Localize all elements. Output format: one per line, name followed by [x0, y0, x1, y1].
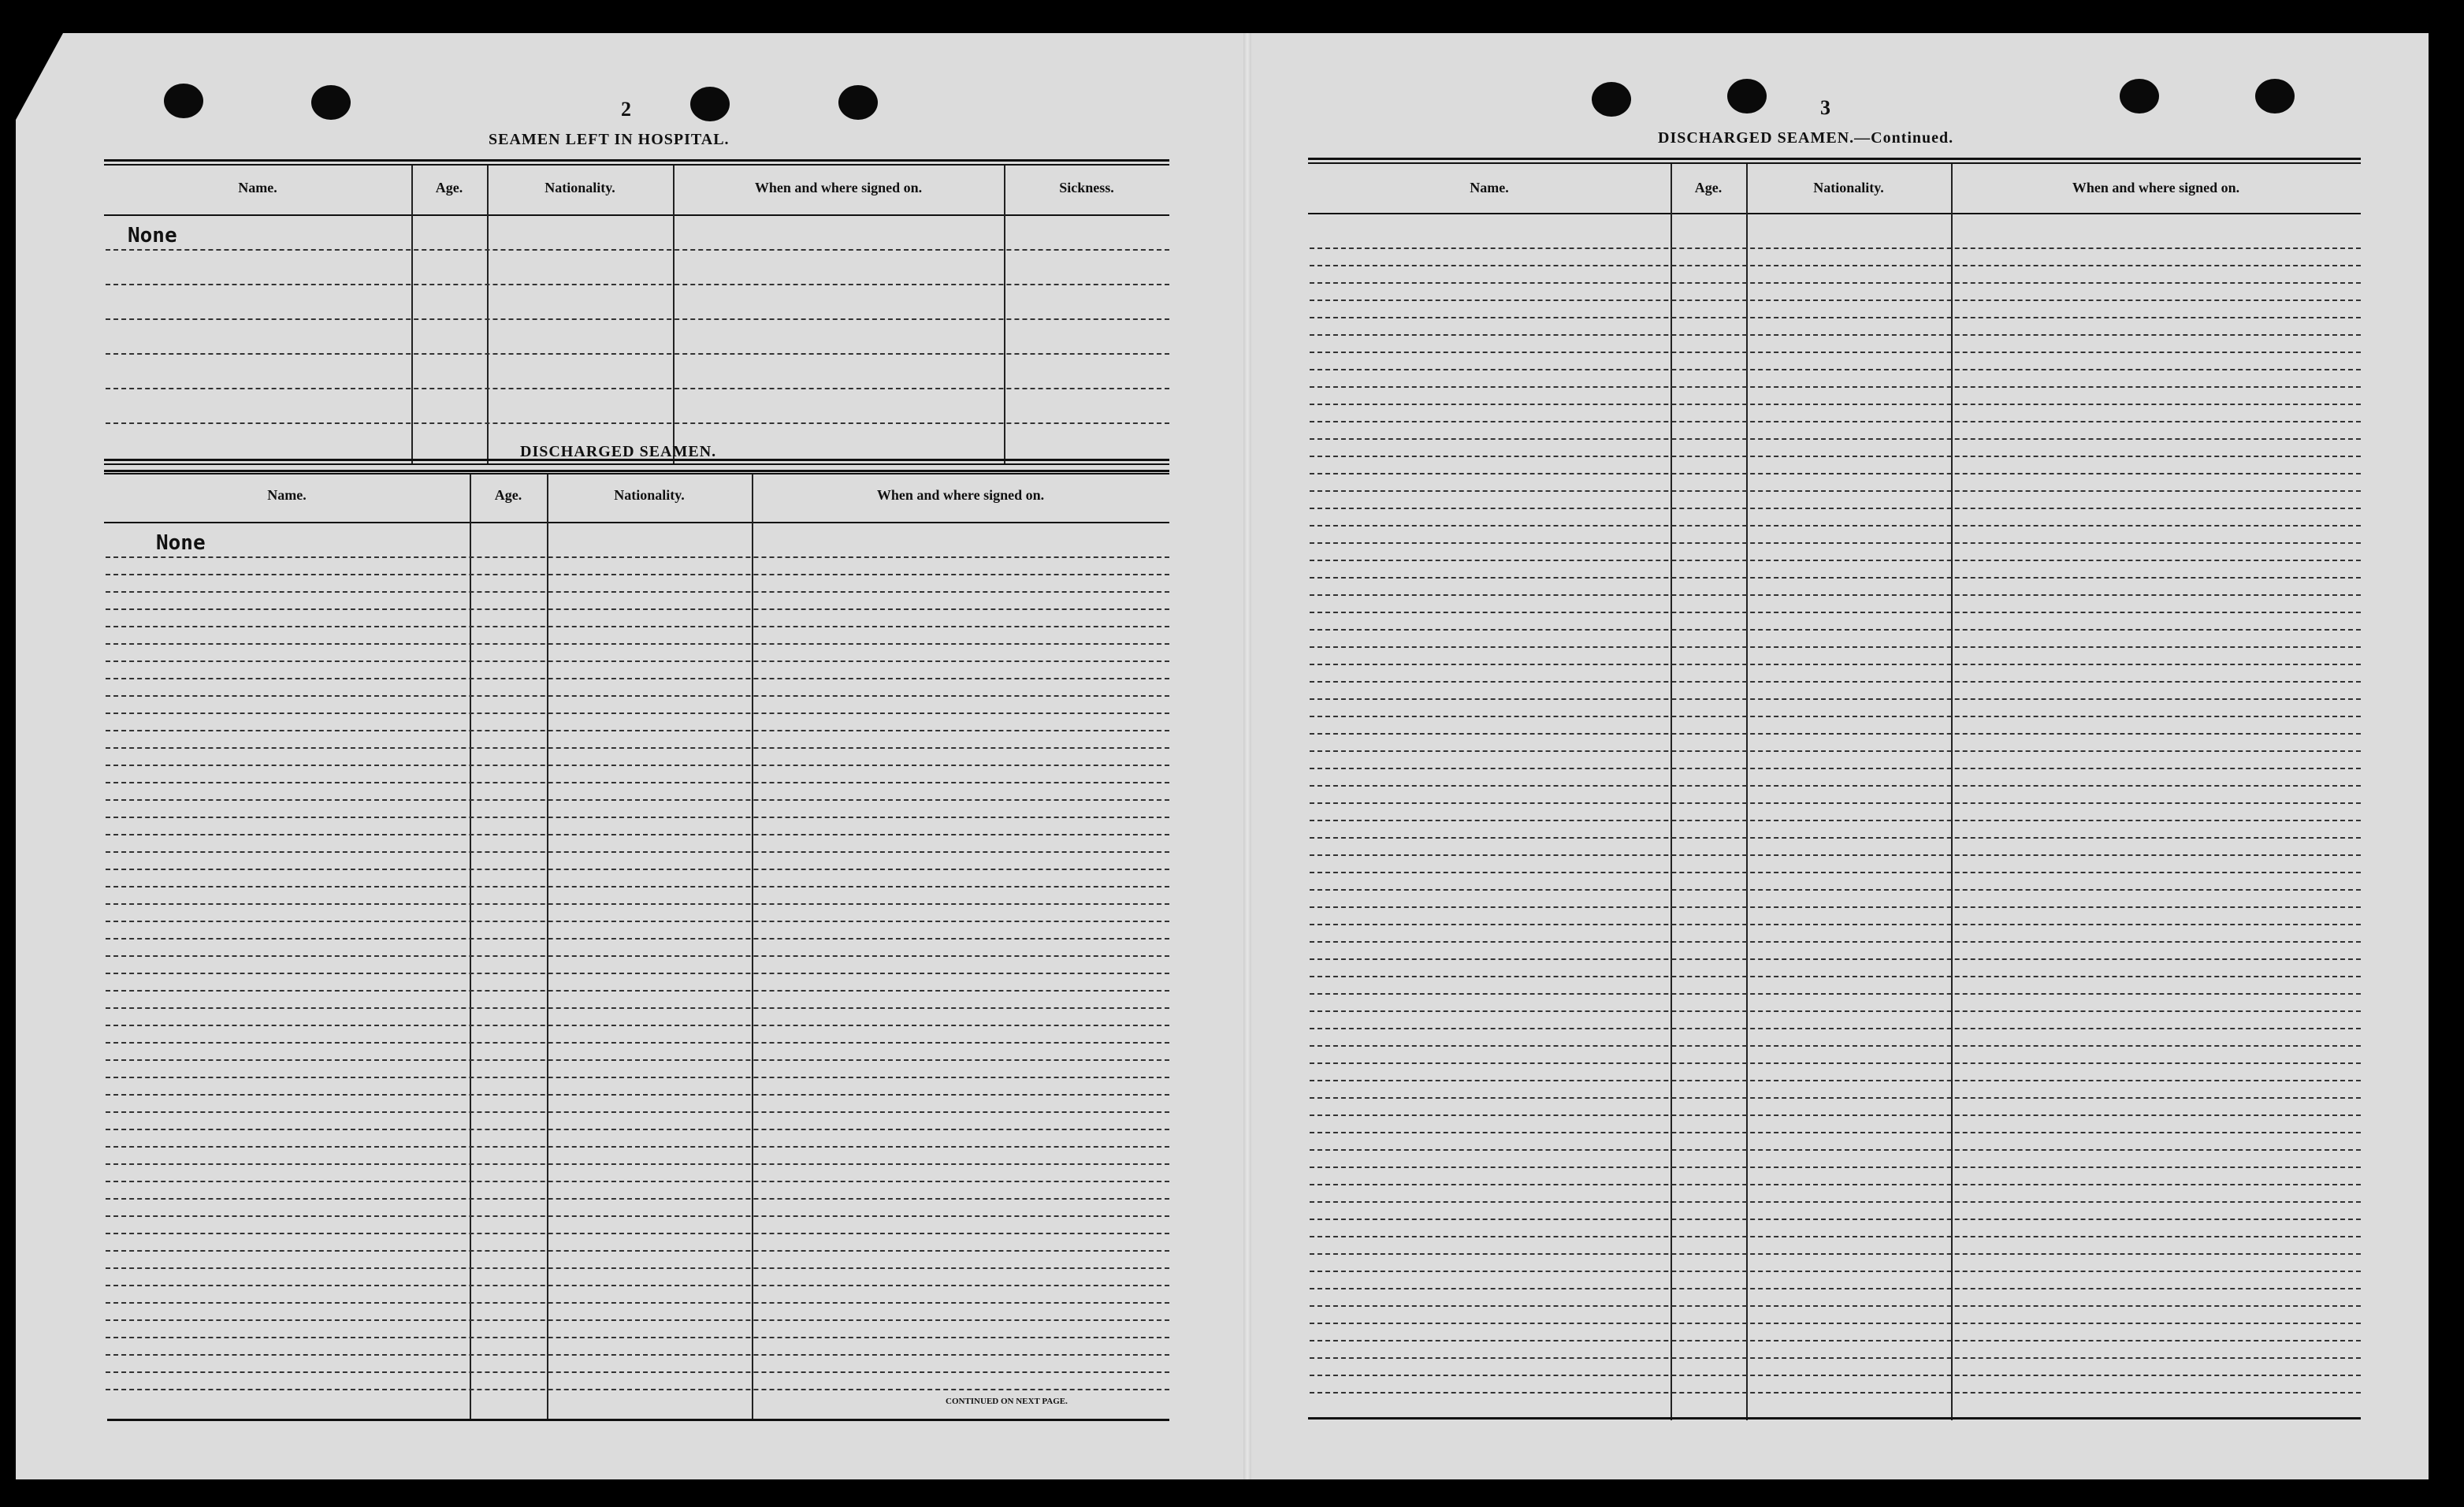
ruled-line	[1310, 1097, 2361, 1099]
ruled-line	[1310, 941, 2361, 943]
ruled-line	[1310, 1357, 2361, 1359]
ruled-line	[1310, 352, 2361, 353]
ruled-line	[1310, 1045, 2361, 1047]
punch-hole	[690, 87, 730, 121]
rule	[1308, 1417, 2361, 1420]
page-fold	[1243, 33, 1251, 1479]
ruled-line	[1310, 369, 2361, 370]
ruled-line	[1310, 664, 2361, 665]
ruled-line	[106, 938, 1169, 940]
ruled-line	[106, 1198, 1169, 1200]
ruled-line	[1310, 768, 2361, 769]
ruled-line	[1310, 612, 2361, 613]
column-header-nationality: Nationality.	[614, 487, 685, 503]
ruled-line	[1310, 456, 2361, 457]
rule	[104, 473, 1169, 474]
column-header-age: Age.	[1694, 180, 1723, 195]
ruled-line	[1310, 282, 2361, 284]
ruled-line	[106, 1042, 1169, 1044]
ruled-line	[106, 1319, 1169, 1321]
ruled-line	[106, 388, 1169, 389]
ruled-line	[1310, 334, 2361, 336]
ruled-line	[106, 1250, 1169, 1252]
rule	[104, 470, 1169, 472]
ruled-line	[106, 660, 1169, 662]
column-header-nationality: Nationality.	[544, 180, 615, 195]
torn-corner	[16, 33, 63, 120]
ruled-line	[1310, 300, 2361, 301]
ruled-line	[1310, 716, 2361, 717]
ruled-line	[1310, 1323, 2361, 1324]
punch-hole	[164, 84, 203, 118]
ruled-line	[1310, 1375, 2361, 1376]
column-divider	[752, 474, 753, 1420]
discharged-continued-title: DISCHARGED SEAMEN.—Continued.	[1658, 129, 1954, 147]
ruled-line	[106, 1371, 1169, 1373]
column-header-signed-on: When and where signed on.	[754, 180, 923, 195]
punch-hole	[2255, 79, 2295, 113]
column-divider	[470, 474, 471, 1420]
ruled-line	[106, 1163, 1169, 1165]
column-divider	[1004, 166, 1005, 463]
header-rule	[104, 522, 1169, 523]
ruled-line	[1310, 1219, 2361, 1220]
ruled-line	[106, 608, 1169, 610]
ruled-line	[106, 955, 1169, 957]
discharged-section-title: DISCHARGED SEAMEN.	[520, 443, 717, 460]
rule	[1308, 162, 2361, 164]
ruled-line	[106, 1285, 1169, 1286]
ruled-line	[106, 1146, 1169, 1148]
ruled-line	[106, 713, 1169, 714]
ruled-line	[106, 1181, 1169, 1182]
ruled-line	[1310, 1184, 2361, 1185]
ruled-line	[1310, 1236, 2361, 1237]
ruled-line	[106, 730, 1169, 731]
ruled-line	[1310, 508, 2361, 509]
ruled-line	[1310, 1132, 2361, 1133]
ruled-line	[1310, 1305, 2361, 1307]
ruled-line	[1310, 820, 2361, 821]
column-header-nationality: Nationality.	[1813, 180, 1884, 195]
ruled-line	[106, 1077, 1169, 1078]
ruled-line	[106, 556, 1169, 558]
ruled-line	[106, 678, 1169, 679]
ruled-line	[106, 1094, 1169, 1096]
ruled-line	[1310, 1149, 2361, 1151]
ruled-line	[1310, 906, 2361, 908]
ruled-line	[106, 921, 1169, 922]
ruled-line	[106, 1111, 1169, 1113]
ruled-line	[106, 1337, 1169, 1338]
ruled-line	[1310, 733, 2361, 735]
ruled-line	[1310, 854, 2361, 856]
ruled-line	[1310, 317, 2361, 318]
ruled-line	[106, 626, 1169, 627]
ruled-line	[106, 1267, 1169, 1269]
ruled-line	[106, 353, 1169, 355]
punch-hole	[2120, 79, 2159, 113]
continued-footnote: CONTINUED ON NEXT PAGE.	[946, 1397, 1068, 1406]
ruled-line	[1310, 473, 2361, 474]
ruled-line	[1310, 265, 2361, 266]
ruled-line	[1310, 889, 2361, 891]
column-header-name: Name.	[238, 180, 277, 195]
ruled-line	[1310, 750, 2361, 752]
ruled-line	[1310, 1253, 2361, 1255]
column-divider	[547, 474, 548, 1420]
ruled-line	[106, 591, 1169, 593]
ruled-line	[106, 903, 1169, 905]
column-header-age: Age.	[435, 180, 463, 195]
ruled-line	[1310, 404, 2361, 405]
ruled-line	[1310, 525, 2361, 527]
ruled-line	[106, 1389, 1169, 1390]
ruled-line	[106, 249, 1169, 251]
ruled-line	[1310, 1010, 2361, 1012]
ruled-line	[106, 1059, 1169, 1061]
ruled-line	[1310, 1167, 2361, 1168]
ruled-line	[1310, 646, 2361, 648]
ruled-line	[106, 695, 1169, 697]
ruled-line	[1310, 386, 2361, 388]
ruled-line	[1310, 924, 2361, 925]
ruled-line	[106, 834, 1169, 835]
ruled-line	[1310, 247, 2361, 249]
ruled-line	[1310, 1080, 2361, 1081]
ruled-line	[106, 869, 1169, 870]
ruled-line	[1310, 698, 2361, 700]
ruled-line	[106, 886, 1169, 887]
ruled-line	[1310, 1201, 2361, 1203]
ruled-line	[1310, 1062, 2361, 1064]
rule	[1308, 158, 2361, 160]
ruled-line	[1310, 681, 2361, 683]
punch-hole	[838, 85, 878, 120]
ruled-line	[1310, 560, 2361, 561]
ruled-line	[1310, 1114, 2361, 1116]
ruled-line	[106, 765, 1169, 766]
ruled-line	[1310, 438, 2361, 440]
column-header-signed-on: When and where signed on.	[876, 487, 1045, 503]
hospital-section-title: SEAMEN LEFT IN HOSPITAL.	[489, 131, 730, 148]
ruled-line	[106, 817, 1169, 818]
ruled-line	[1310, 976, 2361, 977]
manifest-sheet	[16, 33, 2429, 1479]
ruled-line	[1310, 837, 2361, 839]
discharged-entry-none: None	[156, 531, 206, 555]
ruled-line	[1310, 993, 2361, 995]
ruled-line	[1310, 1288, 2361, 1289]
ruled-line	[106, 422, 1169, 424]
ruled-line	[106, 990, 1169, 992]
ruled-line	[1310, 1340, 2361, 1341]
ruled-line	[1310, 629, 2361, 631]
page-number-right: 3	[1820, 96, 1830, 119]
ruled-line	[106, 1025, 1169, 1026]
rule	[107, 1419, 1169, 1421]
column-header-name: Name.	[267, 487, 307, 503]
ruled-line	[1310, 594, 2361, 596]
ruled-line	[1310, 1392, 2361, 1394]
rule	[104, 164, 1169, 166]
ruled-line	[106, 782, 1169, 783]
ruled-line	[106, 574, 1169, 575]
ruled-line	[106, 1233, 1169, 1234]
ruled-line	[106, 1129, 1169, 1130]
rule	[104, 463, 1169, 465]
ruled-line	[106, 1007, 1169, 1009]
ruled-line	[106, 643, 1169, 645]
punch-hole	[1727, 79, 1767, 113]
column-divider	[411, 166, 413, 463]
ruled-line	[1310, 490, 2361, 492]
ruled-line	[106, 747, 1169, 749]
page-number-left: 2	[621, 98, 631, 121]
ruled-line	[1310, 872, 2361, 873]
ruled-line	[106, 851, 1169, 853]
header-rule	[1308, 213, 2361, 214]
ruled-line	[1310, 1271, 2361, 1272]
hospital-entry-none: None	[128, 224, 177, 247]
column-header-sickness: Sickness.	[1059, 180, 1114, 195]
column-header-signed-on: When and where signed on.	[2072, 180, 2240, 195]
column-header-age: Age.	[494, 487, 522, 503]
ruled-line	[106, 973, 1169, 974]
ruled-line	[1310, 958, 2361, 960]
ruled-line	[1310, 542, 2361, 544]
ruled-line	[106, 799, 1169, 801]
ruled-line	[106, 1215, 1169, 1217]
column-divider	[487, 166, 489, 463]
column-divider	[673, 166, 675, 463]
ruled-line	[106, 1302, 1169, 1304]
ruled-line	[1310, 802, 2361, 804]
punch-hole	[1592, 82, 1631, 117]
ruled-line	[106, 284, 1169, 285]
ruled-line	[1310, 1028, 2361, 1029]
punch-hole	[311, 85, 351, 120]
header-rule	[104, 214, 1169, 216]
ruled-line	[1310, 785, 2361, 787]
ruled-line	[106, 1354, 1169, 1356]
column-header-name: Name.	[1470, 180, 1509, 195]
rule	[104, 159, 1169, 162]
ruled-line	[1310, 421, 2361, 422]
ruled-line	[106, 318, 1169, 320]
ruled-line	[1310, 577, 2361, 579]
